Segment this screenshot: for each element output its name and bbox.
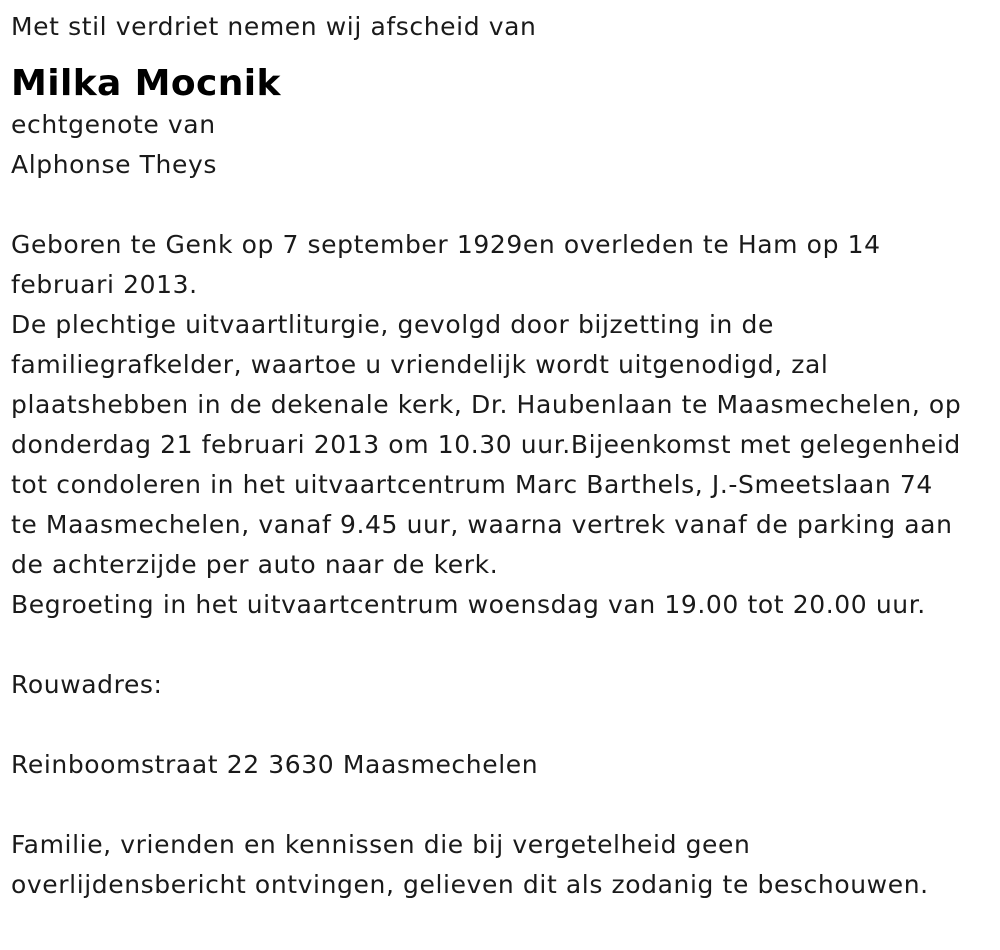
paragraph-line: tot condoleren in het uitvaartcentrum Marc Barthels, J.-Smeetslaan 74 [11, 470, 933, 499]
address-text: Reinboomstraat 22 3630 Maasmechelen [11, 750, 539, 779]
spacer [11, 705, 986, 745]
paragraph-line: februari 2013. [11, 270, 198, 299]
relation-text: echtgenote van [11, 110, 216, 139]
paragraph-line: De plechtige uitvaartliturgie, gevolgd door bijzetting in de [11, 310, 775, 339]
death-notice [11, 7, 986, 905]
funeral-paragraph [11, 305, 986, 585]
paragraph-line: te Maasmechelen, vanaf 9.45 uur, waarna vertrek vanaf de parking aan [11, 510, 953, 539]
deceased-name: Milka Mocnik [11, 63, 281, 104]
closing-paragraph [11, 825, 986, 905]
paragraph-line: donderdag 21 februari 2013 om 10.30 uur.Bijeenkomst met gelegenheid [11, 430, 961, 459]
paragraph-line: plaatshebben in de dekenale kerk, Dr. Haubenlaan te Maasmechelen, op [11, 390, 962, 419]
birth-death-paragraph [11, 225, 986, 305]
spacer [11, 185, 986, 225]
paragraph-line: familiegrafkelder, waartoe u vriendelijk wordt uitgenodigd, zal [11, 350, 829, 379]
spouse-name: Alphonse Theys [11, 150, 217, 179]
intro-text: Met stil verdriet nemen wij afscheid van [11, 12, 537, 41]
greeting-text: Begroeting in het uitvaartcentrum woensdag van 19.00 tot 20.00 uur. [11, 590, 926, 619]
paragraph-line: Geboren te Genk op 7 september 1929en overleden te Ham op 14 [11, 230, 881, 259]
spacer [11, 625, 986, 665]
paragraph-line: overlijdensbericht ontvingen, gelieven dit als zodanig te beschouwen. [11, 870, 929, 899]
paragraph-line: de achterzijde per auto naar de kerk. [11, 550, 499, 579]
paragraph-line: Familie, vrienden en kennissen die bij vergetelheid geen [11, 830, 751, 859]
spacer [11, 785, 986, 825]
address-label: Rouwadres: [11, 670, 163, 699]
